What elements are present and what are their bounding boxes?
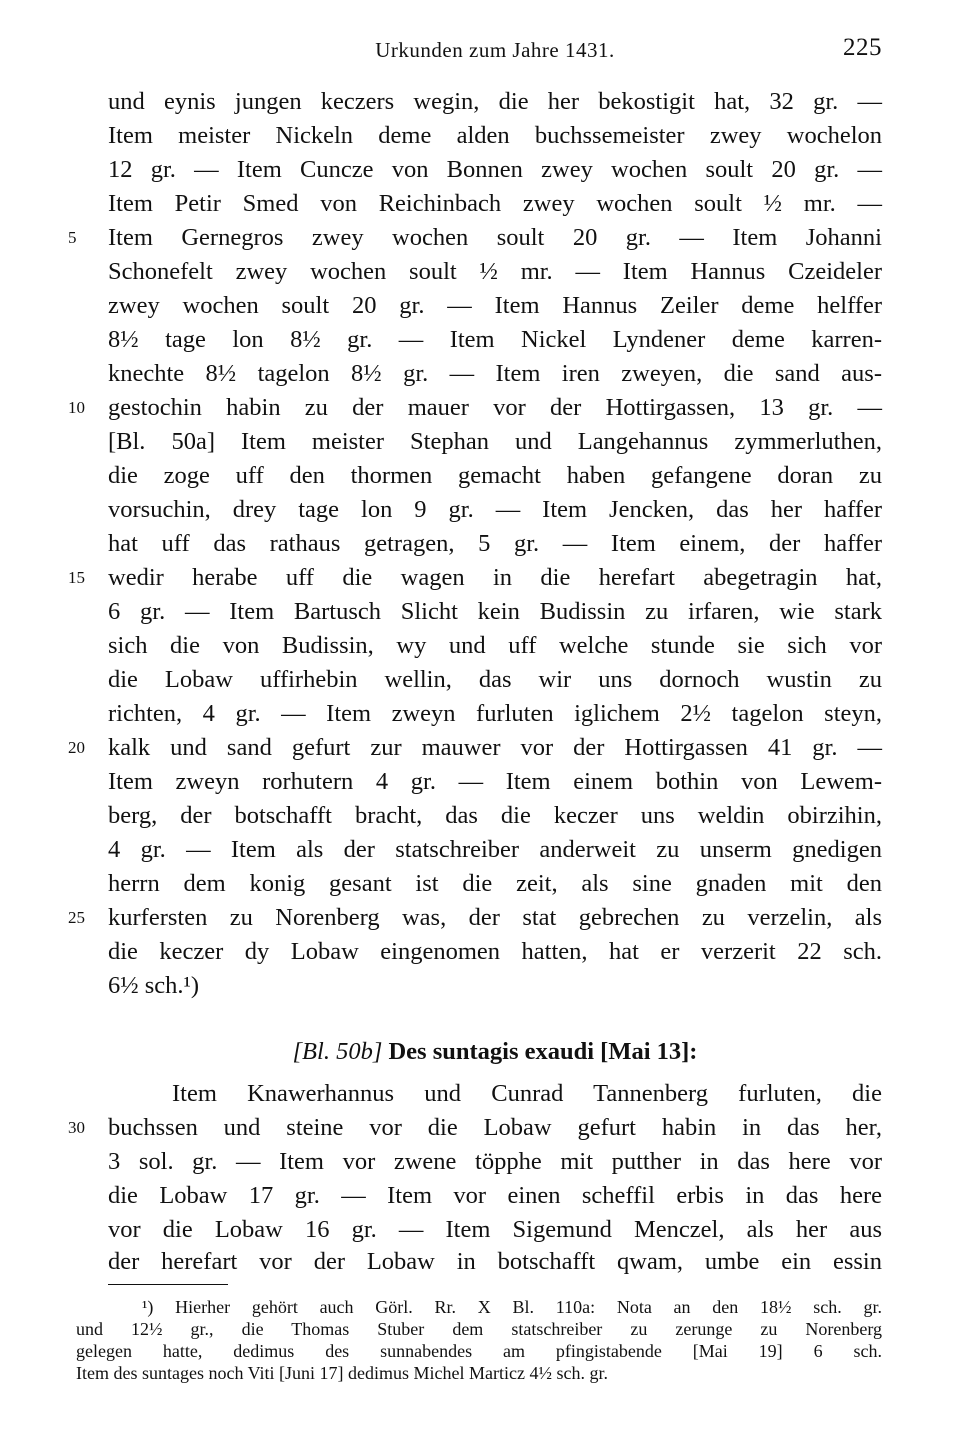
line-number: 30: [68, 1118, 85, 1137]
text-line: vor die Lobaw 16 gr. — Item Sigemund Menczel, als her aus: [108, 1216, 882, 1243]
running-header: [108, 34, 882, 70]
text-line: die Lobaw uffirhebin wellin, das wir uns dornoch wustin zu: [108, 666, 882, 693]
text-line: kalk und sand gefurt zur mauwer vor der Hottirgassen 41 gr. —: [108, 734, 882, 761]
text-line: sich die von Budissin, wy und uff welche stunde sie sich vor: [108, 632, 882, 659]
text-line: 4 gr. — Item als der statschreiber anderweit zu unserm gnedigen: [108, 836, 882, 863]
text-line: richten, 4 gr. — Item zweyn furluten iglichem 2½ tagelon steyn,: [108, 700, 882, 727]
text-line: gestochin habin zu der mauer vor der Hottirgassen, 13 gr. —: [108, 394, 882, 421]
text-line: vorsuchin, drey tage lon 9 gr. — Item Jencken, das her haffer: [108, 496, 882, 523]
text-line: Schonefelt zwey wochen soult ½ mr. — Item Hannus Czeideler: [108, 258, 882, 285]
folio-reference: [Bl. 50b]: [292, 1038, 383, 1065]
line-number: 10: [68, 398, 85, 417]
line-number: 5: [68, 228, 77, 247]
text-line: 12 gr. — Item Cuncze von Bonnen zwey wochen soult 20 gr. —: [108, 156, 882, 183]
text-line: die keczer dy Lobaw eingenomen hatten, hat er verzerit 22 sch.: [108, 938, 882, 965]
text-line: 6 gr. — Item Bartusch Slicht kein Budissin zu irfaren, wie stark: [108, 598, 882, 625]
text-line: knechte 8½ tagelon 8½ gr. — Item iren zweyen, die sand aus-: [108, 360, 882, 387]
text-line: [Bl. 50a] Item meister Stephan und Langehannus zymmerluthen,: [108, 428, 882, 455]
text-line: die zoge uff den thormen gemacht haben gefangene doran zu: [108, 462, 882, 489]
text-line: Item meister Nickeln deme alden buchssemeister zwey wochelon: [108, 122, 882, 149]
footnote-line: gelegen hatte, dedimus des sunnabendes am pfingistabende [Mai 19] 6 sch.: [76, 1341, 882, 1361]
text-line: herrn dem konig gesant ist die zeit, als sine gnaden mit den: [108, 870, 882, 897]
section-title: Des suntagis exaudi [Mai 13]:: [388, 1038, 698, 1065]
footnote-line: und 12½ gr., die Thomas Stuber dem statschreiber zu zerunge zu Norenberg: [76, 1319, 882, 1339]
footnote-line: ¹) Hierher gehört auch Görl. Rr. X Bl. 110a: Nota an den 18½ sch. gr.: [142, 1297, 882, 1317]
line-number: 25: [68, 908, 85, 927]
text-line: Item Petir Smed von Reichinbach zwey wochen soult ½ mr. —: [108, 190, 882, 217]
text-line: hat uff das rathaus getragen, 5 gr. — Item einem, der haffer: [108, 530, 882, 557]
text-line: 8½ tage lon 8½ gr. — Item Nickel Lyndener deme karren-: [108, 326, 882, 353]
text-line: Item Knawerhannus und Cunrad Tannenberg furluten, die: [172, 1080, 882, 1107]
text-line: zwey wochen soult 20 gr. — Item Hannus Zeiler deme helffer: [108, 292, 882, 319]
text-line: 6½ sch.¹): [108, 972, 200, 999]
line-number: 20: [68, 738, 85, 757]
text-line: Item zweyn rorhutern 4 gr. — Item einem bothin von Lewem-: [108, 768, 882, 795]
footnote-line: Item des suntages noch Viti [Juni 17] dedimus Michel Marticz 4½ sch. gr.: [76, 1363, 608, 1383]
text-line: die Lobaw 17 gr. — Item vor einen scheffil erbis in das here: [108, 1182, 882, 1209]
text-line: berg, der botschafft bracht, das die keczer uns weldin obirzihin,: [108, 802, 882, 829]
text-line: 3 sol. gr. — Item vor zwene töpphe mit putther in das here vor: [108, 1148, 882, 1175]
page-number: 225: [843, 34, 882, 61]
text-line: Item Gernegros zwey wochen soult 20 gr. — Item Johanni: [108, 224, 882, 251]
line-number: 15: [68, 568, 85, 587]
running-title: Urkunden zum Jahre 1431.: [375, 38, 615, 62]
text-line: buchssen und steine vor die Lobaw gefurt habin in das her,: [108, 1114, 882, 1141]
text-line: der herefart vor der Lobaw in botschafft qwam, umbe ein essin: [108, 1248, 882, 1275]
text-line: kurfersten zu Norenberg was, der stat gebrechen zu verzelin, als: [108, 904, 882, 931]
text-line: und eynis jungen keczers wegin, die her bekostigit hat, 32 gr. —: [108, 88, 882, 115]
footnote-divider: [108, 1284, 228, 1285]
text-line: wedir herabe uff die wagen in die herefart abegetragin hat,: [108, 564, 882, 591]
section-heading: [108, 1036, 882, 1068]
